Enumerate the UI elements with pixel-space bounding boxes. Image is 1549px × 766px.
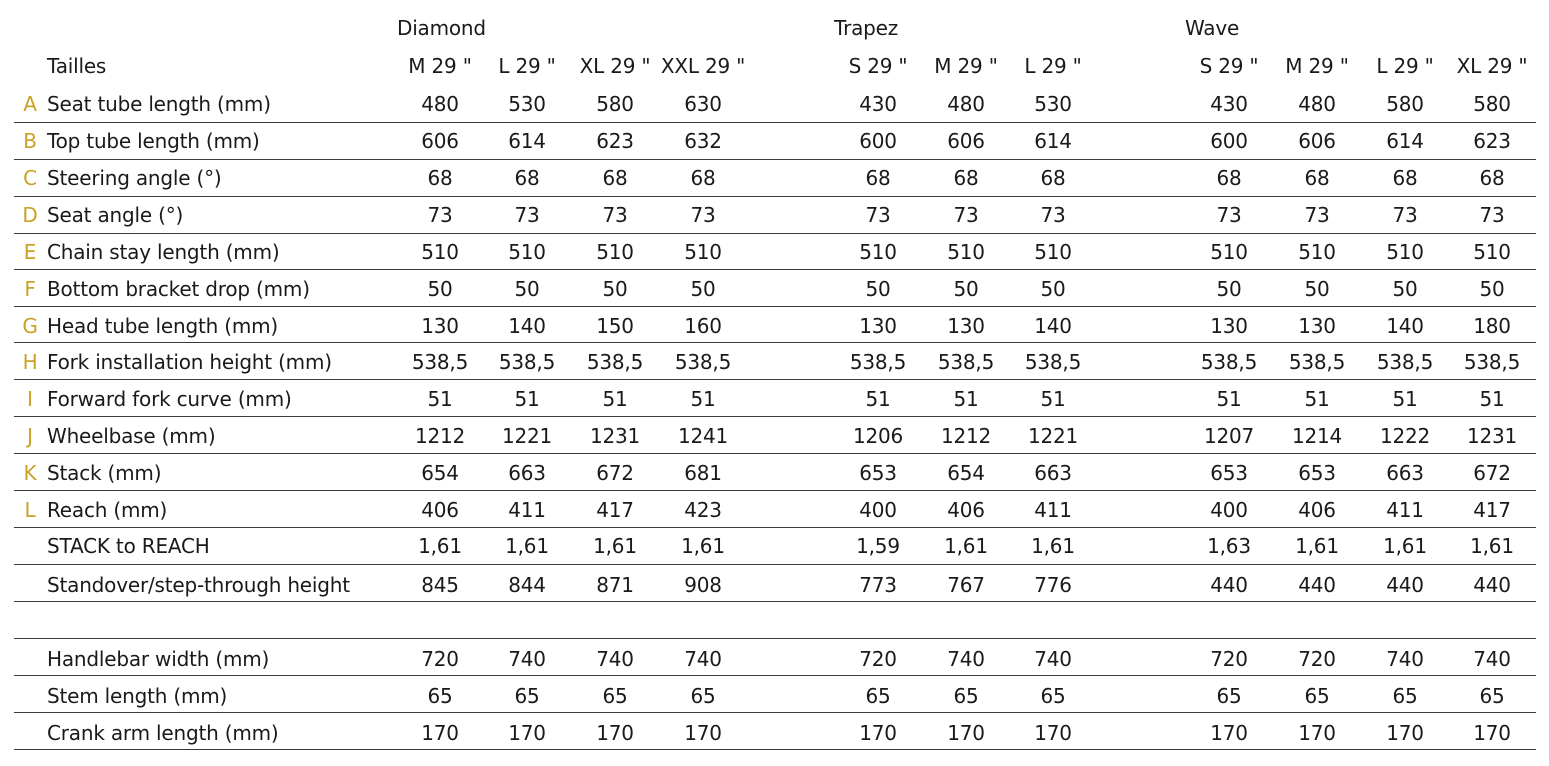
cell-wave-4: 68 xyxy=(1479,166,1505,190)
row-label: Forward fork curve (mm) xyxy=(47,387,292,411)
cell-wave-4: 170 xyxy=(1473,721,1511,745)
cell-trapez-2: 65 xyxy=(953,684,979,708)
cell-wave-3: 663 xyxy=(1386,461,1424,485)
row-divider xyxy=(14,601,1536,602)
row-letter: F xyxy=(24,277,36,301)
cell-diamond-4: 510 xyxy=(684,240,722,264)
cell-wave-1: 50 xyxy=(1216,277,1242,301)
row-divider xyxy=(14,269,1536,270)
cell-diamond-2: 1,61 xyxy=(505,534,549,558)
cell-trapez-2: 1212 xyxy=(940,424,992,448)
cell-diamond-1: 1,61 xyxy=(418,534,462,558)
cell-diamond-4: 681 xyxy=(684,461,722,485)
cell-wave-2: 1214 xyxy=(1291,424,1343,448)
cell-diamond-3: 580 xyxy=(596,92,634,116)
row-label: Crank arm length (mm) xyxy=(47,721,279,745)
cell-diamond-1: 130 xyxy=(421,314,459,338)
cell-wave-3: 411 xyxy=(1386,498,1424,522)
cell-diamond-4: 160 xyxy=(684,314,722,338)
cell-diamond-1: 65 xyxy=(427,684,453,708)
cell-diamond-2: 140 xyxy=(508,314,546,338)
cell-diamond-2: 73 xyxy=(514,203,540,227)
row-label: Steering angle (°) xyxy=(47,166,222,190)
sizes-label: Tailles xyxy=(47,54,107,78)
size-header-wave-3: L 29 " xyxy=(1376,54,1434,78)
cell-wave-1: 440 xyxy=(1210,573,1248,597)
cell-wave-1: 170 xyxy=(1210,721,1248,745)
row-label: Wheelbase (mm) xyxy=(47,424,216,448)
cell-trapez-1: 1206 xyxy=(852,424,904,448)
cell-wave-4: 538,5 xyxy=(1463,350,1521,374)
cell-diamond-2: 68 xyxy=(514,166,540,190)
cell-wave-4: 50 xyxy=(1479,277,1505,301)
row-label: Standover/step-through height xyxy=(47,573,350,597)
cell-diamond-3: 1,61 xyxy=(593,534,637,558)
cell-wave-4: 672 xyxy=(1473,461,1511,485)
cell-trapez-2: 68 xyxy=(953,166,979,190)
row-divider xyxy=(14,233,1536,234)
cell-wave-1: 510 xyxy=(1210,240,1248,264)
cell-diamond-3: 73 xyxy=(602,203,628,227)
cell-trapez-3: 538,5 xyxy=(1024,350,1082,374)
row-label: Seat tube length (mm) xyxy=(47,92,271,116)
cell-diamond-1: 51 xyxy=(427,387,453,411)
cell-trapez-2: 606 xyxy=(947,129,985,153)
cell-trapez-2: 767 xyxy=(947,573,985,597)
cell-diamond-2: 663 xyxy=(508,461,546,485)
cell-diamond-4: 908 xyxy=(684,573,722,597)
cell-wave-3: 510 xyxy=(1386,240,1424,264)
cell-wave-4: 510 xyxy=(1473,240,1511,264)
row-divider xyxy=(14,527,1536,528)
cell-wave-2: 65 xyxy=(1304,684,1330,708)
row-label: Stem length (mm) xyxy=(47,684,228,708)
size-header-wave-1: S 29 " xyxy=(1199,54,1259,78)
cell-diamond-2: 530 xyxy=(508,92,546,116)
row-letter: G xyxy=(22,314,38,338)
cell-trapez-1: 68 xyxy=(865,166,891,190)
row-letter: H xyxy=(22,350,38,374)
cell-trapez-2: 510 xyxy=(947,240,985,264)
cell-diamond-1: 720 xyxy=(421,647,459,671)
cell-diamond-2: 538,5 xyxy=(498,350,556,374)
cell-wave-4: 440 xyxy=(1473,573,1511,597)
cell-trapez-3: 1221 xyxy=(1027,424,1079,448)
cell-diamond-1: 170 xyxy=(421,721,459,745)
cell-trapez-3: 663 xyxy=(1034,461,1072,485)
cell-wave-3: 73 xyxy=(1392,203,1418,227)
cell-diamond-4: 73 xyxy=(690,203,716,227)
cell-diamond-3: 538,5 xyxy=(586,350,644,374)
row-divider xyxy=(14,490,1536,491)
cell-wave-3: 538,5 xyxy=(1376,350,1434,374)
cell-diamond-1: 654 xyxy=(421,461,459,485)
row-letter: L xyxy=(24,498,36,522)
cell-wave-2: 170 xyxy=(1298,721,1336,745)
row-divider xyxy=(14,306,1536,307)
row-label: Handlebar width (mm) xyxy=(47,647,270,671)
cell-trapez-3: 411 xyxy=(1034,498,1072,522)
cell-wave-1: 720 xyxy=(1210,647,1248,671)
cell-diamond-4: 1,61 xyxy=(681,534,725,558)
cell-trapez-1: 510 xyxy=(859,240,897,264)
cell-wave-1: 1207 xyxy=(1203,424,1255,448)
row-letter: A xyxy=(23,92,37,116)
cell-trapez-3: 740 xyxy=(1034,647,1072,671)
cell-wave-1: 130 xyxy=(1210,314,1248,338)
cell-trapez-2: 170 xyxy=(947,721,985,745)
cell-trapez-1: 130 xyxy=(859,314,897,338)
cell-wave-3: 170 xyxy=(1386,721,1424,745)
row-label: Seat angle (°) xyxy=(47,203,184,227)
row-label: Top tube length (mm) xyxy=(47,129,260,153)
cell-trapez-3: 68 xyxy=(1040,166,1066,190)
cell-trapez-3: 170 xyxy=(1034,721,1072,745)
cell-trapez-1: 73 xyxy=(865,203,891,227)
cell-trapez-1: 65 xyxy=(865,684,891,708)
cell-wave-3: 140 xyxy=(1386,314,1424,338)
cell-wave-1: 400 xyxy=(1210,498,1248,522)
cell-wave-3: 614 xyxy=(1386,129,1424,153)
cell-wave-4: 580 xyxy=(1473,92,1511,116)
cell-diamond-4: 50 xyxy=(690,277,716,301)
cell-trapez-1: 50 xyxy=(865,277,891,301)
cell-wave-4: 1231 xyxy=(1466,424,1518,448)
cell-diamond-1: 406 xyxy=(421,498,459,522)
cell-trapez-1: 400 xyxy=(859,498,897,522)
cell-wave-1: 51 xyxy=(1216,387,1242,411)
cell-wave-3: 580 xyxy=(1386,92,1424,116)
row-divider xyxy=(14,159,1536,160)
cell-trapez-3: 51 xyxy=(1040,387,1066,411)
cell-trapez-2: 130 xyxy=(947,314,985,338)
row-divider xyxy=(14,564,1536,565)
cell-diamond-1: 68 xyxy=(427,166,453,190)
cell-trapez-3: 140 xyxy=(1034,314,1072,338)
cell-wave-2: 50 xyxy=(1304,277,1330,301)
cell-trapez-3: 73 xyxy=(1040,203,1066,227)
cell-diamond-4: 1241 xyxy=(677,424,729,448)
cell-wave-2: 68 xyxy=(1304,166,1330,190)
cell-diamond-1: 73 xyxy=(427,203,453,227)
cell-wave-1: 430 xyxy=(1210,92,1248,116)
cell-diamond-3: 623 xyxy=(596,129,634,153)
cell-wave-4: 623 xyxy=(1473,129,1511,153)
row-divider xyxy=(14,416,1536,417)
cell-diamond-4: 423 xyxy=(684,498,722,522)
cell-diamond-3: 1231 xyxy=(589,424,641,448)
cell-trapez-1: 170 xyxy=(859,721,897,745)
cell-trapez-3: 776 xyxy=(1034,573,1072,597)
row-label: Fork installation height (mm) xyxy=(47,350,332,374)
cell-trapez-2: 538,5 xyxy=(937,350,995,374)
cell-trapez-2: 1,61 xyxy=(944,534,988,558)
cell-diamond-4: 630 xyxy=(684,92,722,116)
cell-diamond-3: 150 xyxy=(596,314,634,338)
cell-trapez-1: 720 xyxy=(859,647,897,671)
cell-wave-4: 51 xyxy=(1479,387,1505,411)
cell-wave-2: 480 xyxy=(1298,92,1336,116)
group-diamond: Diamond xyxy=(397,16,486,40)
cell-diamond-3: 50 xyxy=(602,277,628,301)
cell-trapez-1: 653 xyxy=(859,461,897,485)
cell-wave-4: 73 xyxy=(1479,203,1505,227)
row-label: STACK to REACH xyxy=(47,534,210,558)
cell-diamond-2: 614 xyxy=(508,129,546,153)
cell-wave-3: 51 xyxy=(1392,387,1418,411)
size-header-diamond-2: L 29 " xyxy=(498,54,556,78)
cell-wave-4: 180 xyxy=(1473,314,1511,338)
cell-trapez-3: 614 xyxy=(1034,129,1072,153)
cell-wave-3: 68 xyxy=(1392,166,1418,190)
cell-diamond-2: 510 xyxy=(508,240,546,264)
cell-diamond-1: 845 xyxy=(421,573,459,597)
row-label: Chain stay length (mm) xyxy=(47,240,280,264)
cell-diamond-2: 65 xyxy=(514,684,540,708)
cell-diamond-3: 672 xyxy=(596,461,634,485)
cell-diamond-4: 170 xyxy=(684,721,722,745)
cell-diamond-2: 170 xyxy=(508,721,546,745)
cell-trapez-1: 773 xyxy=(859,573,897,597)
row-divider xyxy=(14,342,1536,343)
cell-diamond-3: 65 xyxy=(602,684,628,708)
cell-diamond-1: 50 xyxy=(427,277,453,301)
cell-wave-2: 406 xyxy=(1298,498,1336,522)
cell-diamond-1: 538,5 xyxy=(411,350,469,374)
group-trapez: Trapez xyxy=(834,16,899,40)
row-divider xyxy=(14,379,1536,380)
row-label: Head tube length (mm) xyxy=(47,314,279,338)
cell-diamond-1: 480 xyxy=(421,92,459,116)
cell-diamond-1: 510 xyxy=(421,240,459,264)
cell-wave-3: 65 xyxy=(1392,684,1418,708)
cell-wave-1: 600 xyxy=(1210,129,1248,153)
cell-diamond-2: 50 xyxy=(514,277,540,301)
size-header-wave-4: XL 29 " xyxy=(1456,54,1528,78)
cell-trapez-1: 600 xyxy=(859,129,897,153)
cell-diamond-3: 68 xyxy=(602,166,628,190)
section-divider xyxy=(14,638,1536,639)
row-letter: J xyxy=(27,424,33,448)
cell-diamond-2: 1221 xyxy=(501,424,553,448)
cell-wave-2: 51 xyxy=(1304,387,1330,411)
cell-diamond-3: 871 xyxy=(596,573,634,597)
cell-diamond-2: 51 xyxy=(514,387,540,411)
row-letter: D xyxy=(22,203,38,227)
cell-trapez-2: 480 xyxy=(947,92,985,116)
size-header-diamond-4: XXL 29 " xyxy=(660,54,746,78)
cell-trapez-3: 530 xyxy=(1034,92,1072,116)
size-header-trapez-3: L 29 " xyxy=(1024,54,1082,78)
cell-wave-2: 1,61 xyxy=(1295,534,1339,558)
cell-diamond-3: 51 xyxy=(602,387,628,411)
size-header-wave-2: M 29 " xyxy=(1285,54,1349,78)
row-label: Stack (mm) xyxy=(47,461,162,485)
cell-trapez-2: 654 xyxy=(947,461,985,485)
cell-wave-2: 653 xyxy=(1298,461,1336,485)
cell-wave-1: 65 xyxy=(1216,684,1242,708)
cell-diamond-4: 65 xyxy=(690,684,716,708)
row-letter: E xyxy=(23,240,37,264)
cell-wave-1: 73 xyxy=(1216,203,1242,227)
cell-trapez-1: 430 xyxy=(859,92,897,116)
cell-wave-1: 538,5 xyxy=(1200,350,1258,374)
row-divider xyxy=(14,675,1536,676)
size-header-trapez-1: S 29 " xyxy=(848,54,908,78)
cell-wave-2: 130 xyxy=(1298,314,1336,338)
cell-wave-2: 510 xyxy=(1298,240,1336,264)
row-label: Bottom bracket drop (mm) xyxy=(47,277,310,301)
cell-trapez-1: 1,59 xyxy=(856,534,900,558)
row-letter: I xyxy=(27,387,33,411)
cell-diamond-4: 51 xyxy=(690,387,716,411)
size-header-diamond-1: M 29 " xyxy=(408,54,472,78)
cell-diamond-4: 740 xyxy=(684,647,722,671)
cell-diamond-3: 417 xyxy=(596,498,634,522)
cell-diamond-1: 606 xyxy=(421,129,459,153)
cell-wave-2: 440 xyxy=(1298,573,1336,597)
cell-diamond-3: 510 xyxy=(596,240,634,264)
row-letter: C xyxy=(23,166,37,190)
row-divider xyxy=(14,196,1536,197)
cell-trapez-2: 406 xyxy=(947,498,985,522)
cell-trapez-1: 538,5 xyxy=(849,350,907,374)
cell-diamond-2: 740 xyxy=(508,647,546,671)
group-wave: Wave xyxy=(1185,16,1240,40)
row-letter: B xyxy=(23,129,37,153)
cell-wave-2: 720 xyxy=(1298,647,1336,671)
cell-wave-4: 417 xyxy=(1473,498,1511,522)
cell-wave-3: 1,61 xyxy=(1383,534,1427,558)
cell-wave-4: 1,61 xyxy=(1470,534,1514,558)
cell-diamond-4: 632 xyxy=(684,129,722,153)
cell-wave-1: 653 xyxy=(1210,461,1248,485)
cell-trapez-3: 510 xyxy=(1034,240,1072,264)
cell-trapez-3: 50 xyxy=(1040,277,1066,301)
cell-trapez-3: 1,61 xyxy=(1031,534,1075,558)
cell-diamond-1: 1212 xyxy=(414,424,466,448)
cell-diamond-4: 538,5 xyxy=(674,350,732,374)
row-divider xyxy=(14,122,1536,123)
cell-diamond-2: 411 xyxy=(508,498,546,522)
cell-diamond-2: 844 xyxy=(508,573,546,597)
cell-wave-2: 606 xyxy=(1298,129,1336,153)
cell-wave-3: 50 xyxy=(1392,277,1418,301)
row-divider xyxy=(14,453,1536,454)
row-divider xyxy=(14,749,1536,750)
cell-wave-2: 538,5 xyxy=(1288,350,1346,374)
cell-trapez-2: 73 xyxy=(953,203,979,227)
cell-diamond-3: 740 xyxy=(596,647,634,671)
cell-wave-4: 65 xyxy=(1479,684,1505,708)
cell-wave-3: 440 xyxy=(1386,573,1424,597)
cell-wave-3: 1222 xyxy=(1379,424,1431,448)
cell-trapez-2: 740 xyxy=(947,647,985,671)
size-header-trapez-2: M 29 " xyxy=(934,54,998,78)
cell-diamond-4: 68 xyxy=(690,166,716,190)
cell-wave-4: 740 xyxy=(1473,647,1511,671)
cell-trapez-1: 51 xyxy=(865,387,891,411)
row-divider xyxy=(14,712,1536,713)
cell-diamond-3: 170 xyxy=(596,721,634,745)
cell-wave-2: 73 xyxy=(1304,203,1330,227)
row-label: Reach (mm) xyxy=(47,498,168,522)
cell-wave-3: 740 xyxy=(1386,647,1424,671)
cell-wave-1: 68 xyxy=(1216,166,1242,190)
cell-wave-1: 1,63 xyxy=(1207,534,1251,558)
row-letter: K xyxy=(23,461,37,485)
cell-trapez-2: 50 xyxy=(953,277,979,301)
cell-trapez-3: 65 xyxy=(1040,684,1066,708)
size-header-diamond-3: XL 29 " xyxy=(579,54,651,78)
cell-trapez-2: 51 xyxy=(953,387,979,411)
